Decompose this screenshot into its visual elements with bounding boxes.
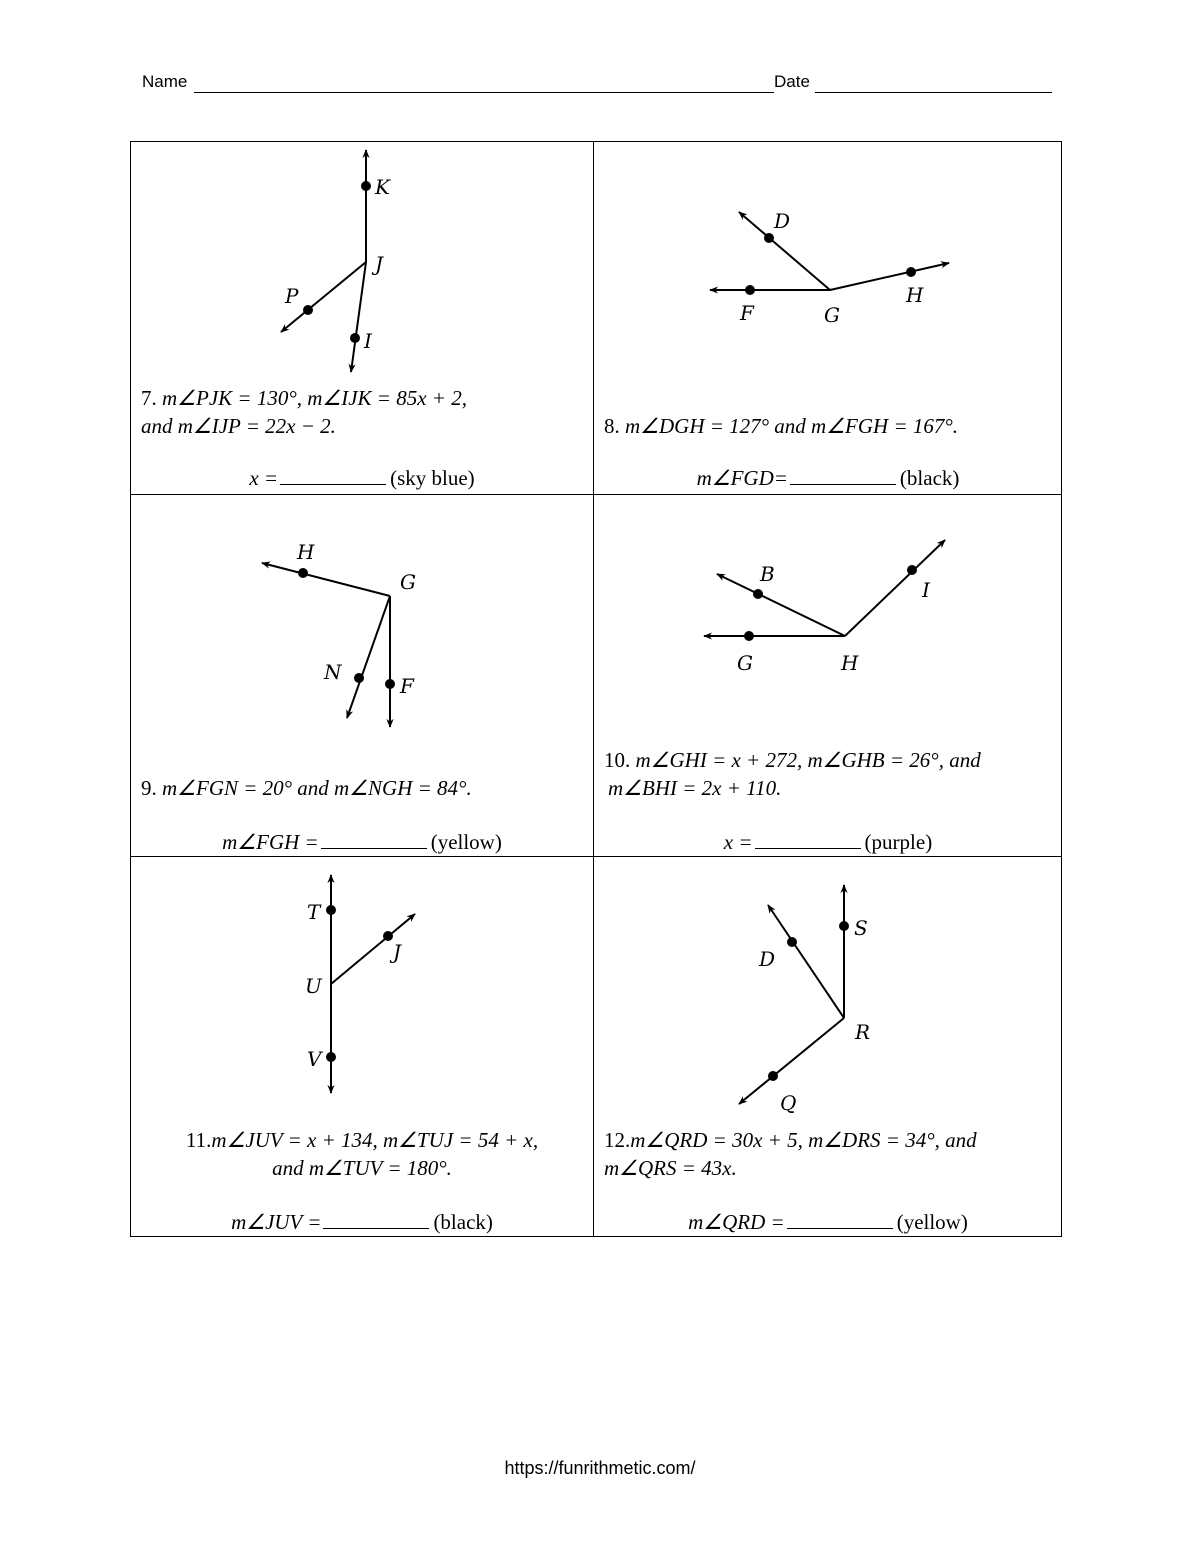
point-label: J — [393, 940, 402, 964]
point-label: J — [375, 252, 384, 276]
point-label: P — [285, 284, 299, 308]
problem-number: 12. — [604, 1128, 631, 1152]
point-label: I — [922, 578, 930, 602]
answer-variable: m∠FGH = — [222, 830, 319, 854]
point-label: G — [824, 303, 840, 327]
date-label: Date — [774, 72, 810, 91]
point-label: U — [305, 974, 322, 998]
problem-given-line: m∠DGH = 127° and m∠FGH = 167°. — [625, 414, 959, 438]
point-label: S — [854, 916, 868, 940]
worksheet-header — [142, 72, 1052, 98]
problem-given-line: m∠BHI = 2x + 110. — [608, 776, 782, 800]
point-label: D — [759, 947, 776, 971]
problem-9-answer — [131, 830, 593, 855]
point-label: T — [307, 900, 321, 924]
footer-url[interactable]: https://funrithmetic.com/ — [504, 1458, 696, 1478]
problem-12-cell — [594, 857, 1062, 1236]
problem-given-line: m∠GHI = x + 272, m∠GHB = 26°, and — [635, 748, 981, 772]
problem-given-line: and m∠TUV = 180°. — [272, 1156, 452, 1180]
problem-given-line: m∠JUV = x + 134, m∠TUJ = 54 + x, — [211, 1128, 539, 1152]
point-label: H — [841, 651, 859, 675]
problem-given-line: m∠QRD = 30x + 5, m∠DRS = 34°, and — [630, 1128, 977, 1152]
point-label: G — [400, 570, 416, 594]
answer-blank[interactable] — [787, 1210, 893, 1229]
problem-10-answer — [594, 830, 1062, 855]
point-label: N — [324, 660, 342, 684]
point-label: V — [307, 1047, 322, 1071]
point-label: F — [740, 301, 754, 325]
problem-number: 10. — [604, 748, 631, 772]
problem-given-line: m∠QRS = 43x. — [604, 1156, 737, 1180]
answer-color: (yellow) — [430, 830, 502, 854]
problem-9-cell — [131, 495, 593, 856]
point-label: H — [906, 283, 924, 307]
problem-given-line: and m∠IJP = 22x − 2. — [141, 414, 336, 438]
problem-7-diagram — [131, 142, 593, 494]
point-label: B — [760, 562, 775, 586]
problem-number: 7. — [141, 386, 157, 410]
problem-8-diagram — [594, 142, 1062, 494]
problem-number: 8. — [604, 414, 620, 438]
answer-blank[interactable] — [280, 466, 386, 485]
point-label: K — [375, 175, 390, 199]
answer-blank[interactable] — [755, 830, 861, 849]
problem-number: 9. — [141, 776, 157, 800]
problem-9-text — [141, 774, 472, 802]
point-label: D — [774, 209, 791, 233]
answer-color: (sky blue) — [390, 466, 475, 490]
problem-number: 11. — [185, 1128, 212, 1152]
problem-7-answer — [131, 466, 593, 491]
answer-color: (purple) — [864, 830, 933, 854]
problem-12-answer — [594, 1210, 1062, 1235]
point-label: Q — [780, 1091, 797, 1115]
problem-11-answer — [131, 1210, 593, 1235]
answer-color: (yellow) — [896, 1210, 968, 1234]
problem-8-cell — [594, 142, 1062, 494]
point-label: I — [364, 329, 372, 353]
answer-blank[interactable] — [321, 830, 427, 849]
problem-7-cell — [131, 142, 593, 494]
problem-11-cell — [131, 857, 593, 1236]
problem-7-text — [141, 384, 467, 440]
answer-variable: m∠FGD= — [696, 466, 788, 490]
answer-variable: x = — [723, 830, 753, 854]
point-label: G — [737, 651, 753, 675]
answer-color: (black) — [899, 466, 960, 490]
answer-variable: m∠QRD = — [688, 1210, 785, 1234]
answer-variable: m∠JUV = — [231, 1210, 322, 1234]
problem-11-text — [131, 1126, 593, 1182]
problem-given-line: m∠FGN = 20° and m∠NGH = 84°. — [162, 776, 472, 800]
problem-10-cell — [594, 495, 1062, 856]
point-label: F — [400, 674, 414, 698]
answer-variable: x = — [249, 466, 279, 490]
problem-12-text — [604, 1126, 977, 1182]
answer-color: (black) — [433, 1210, 493, 1234]
point-label: H — [297, 540, 315, 564]
problem-8-text — [604, 412, 958, 440]
answer-blank[interactable] — [790, 466, 896, 485]
name-label: Name — [142, 72, 188, 91]
problem-10-text — [604, 746, 981, 802]
answer-blank[interactable] — [323, 1210, 429, 1229]
point-label: R — [855, 1020, 871, 1044]
name-blank-line — [194, 92, 774, 93]
problem-given-line: m∠PJK = 130°, m∠IJK = 85x + 2, — [162, 386, 467, 410]
problem-8-answer — [594, 466, 1062, 491]
date-blank-line — [815, 92, 1052, 93]
